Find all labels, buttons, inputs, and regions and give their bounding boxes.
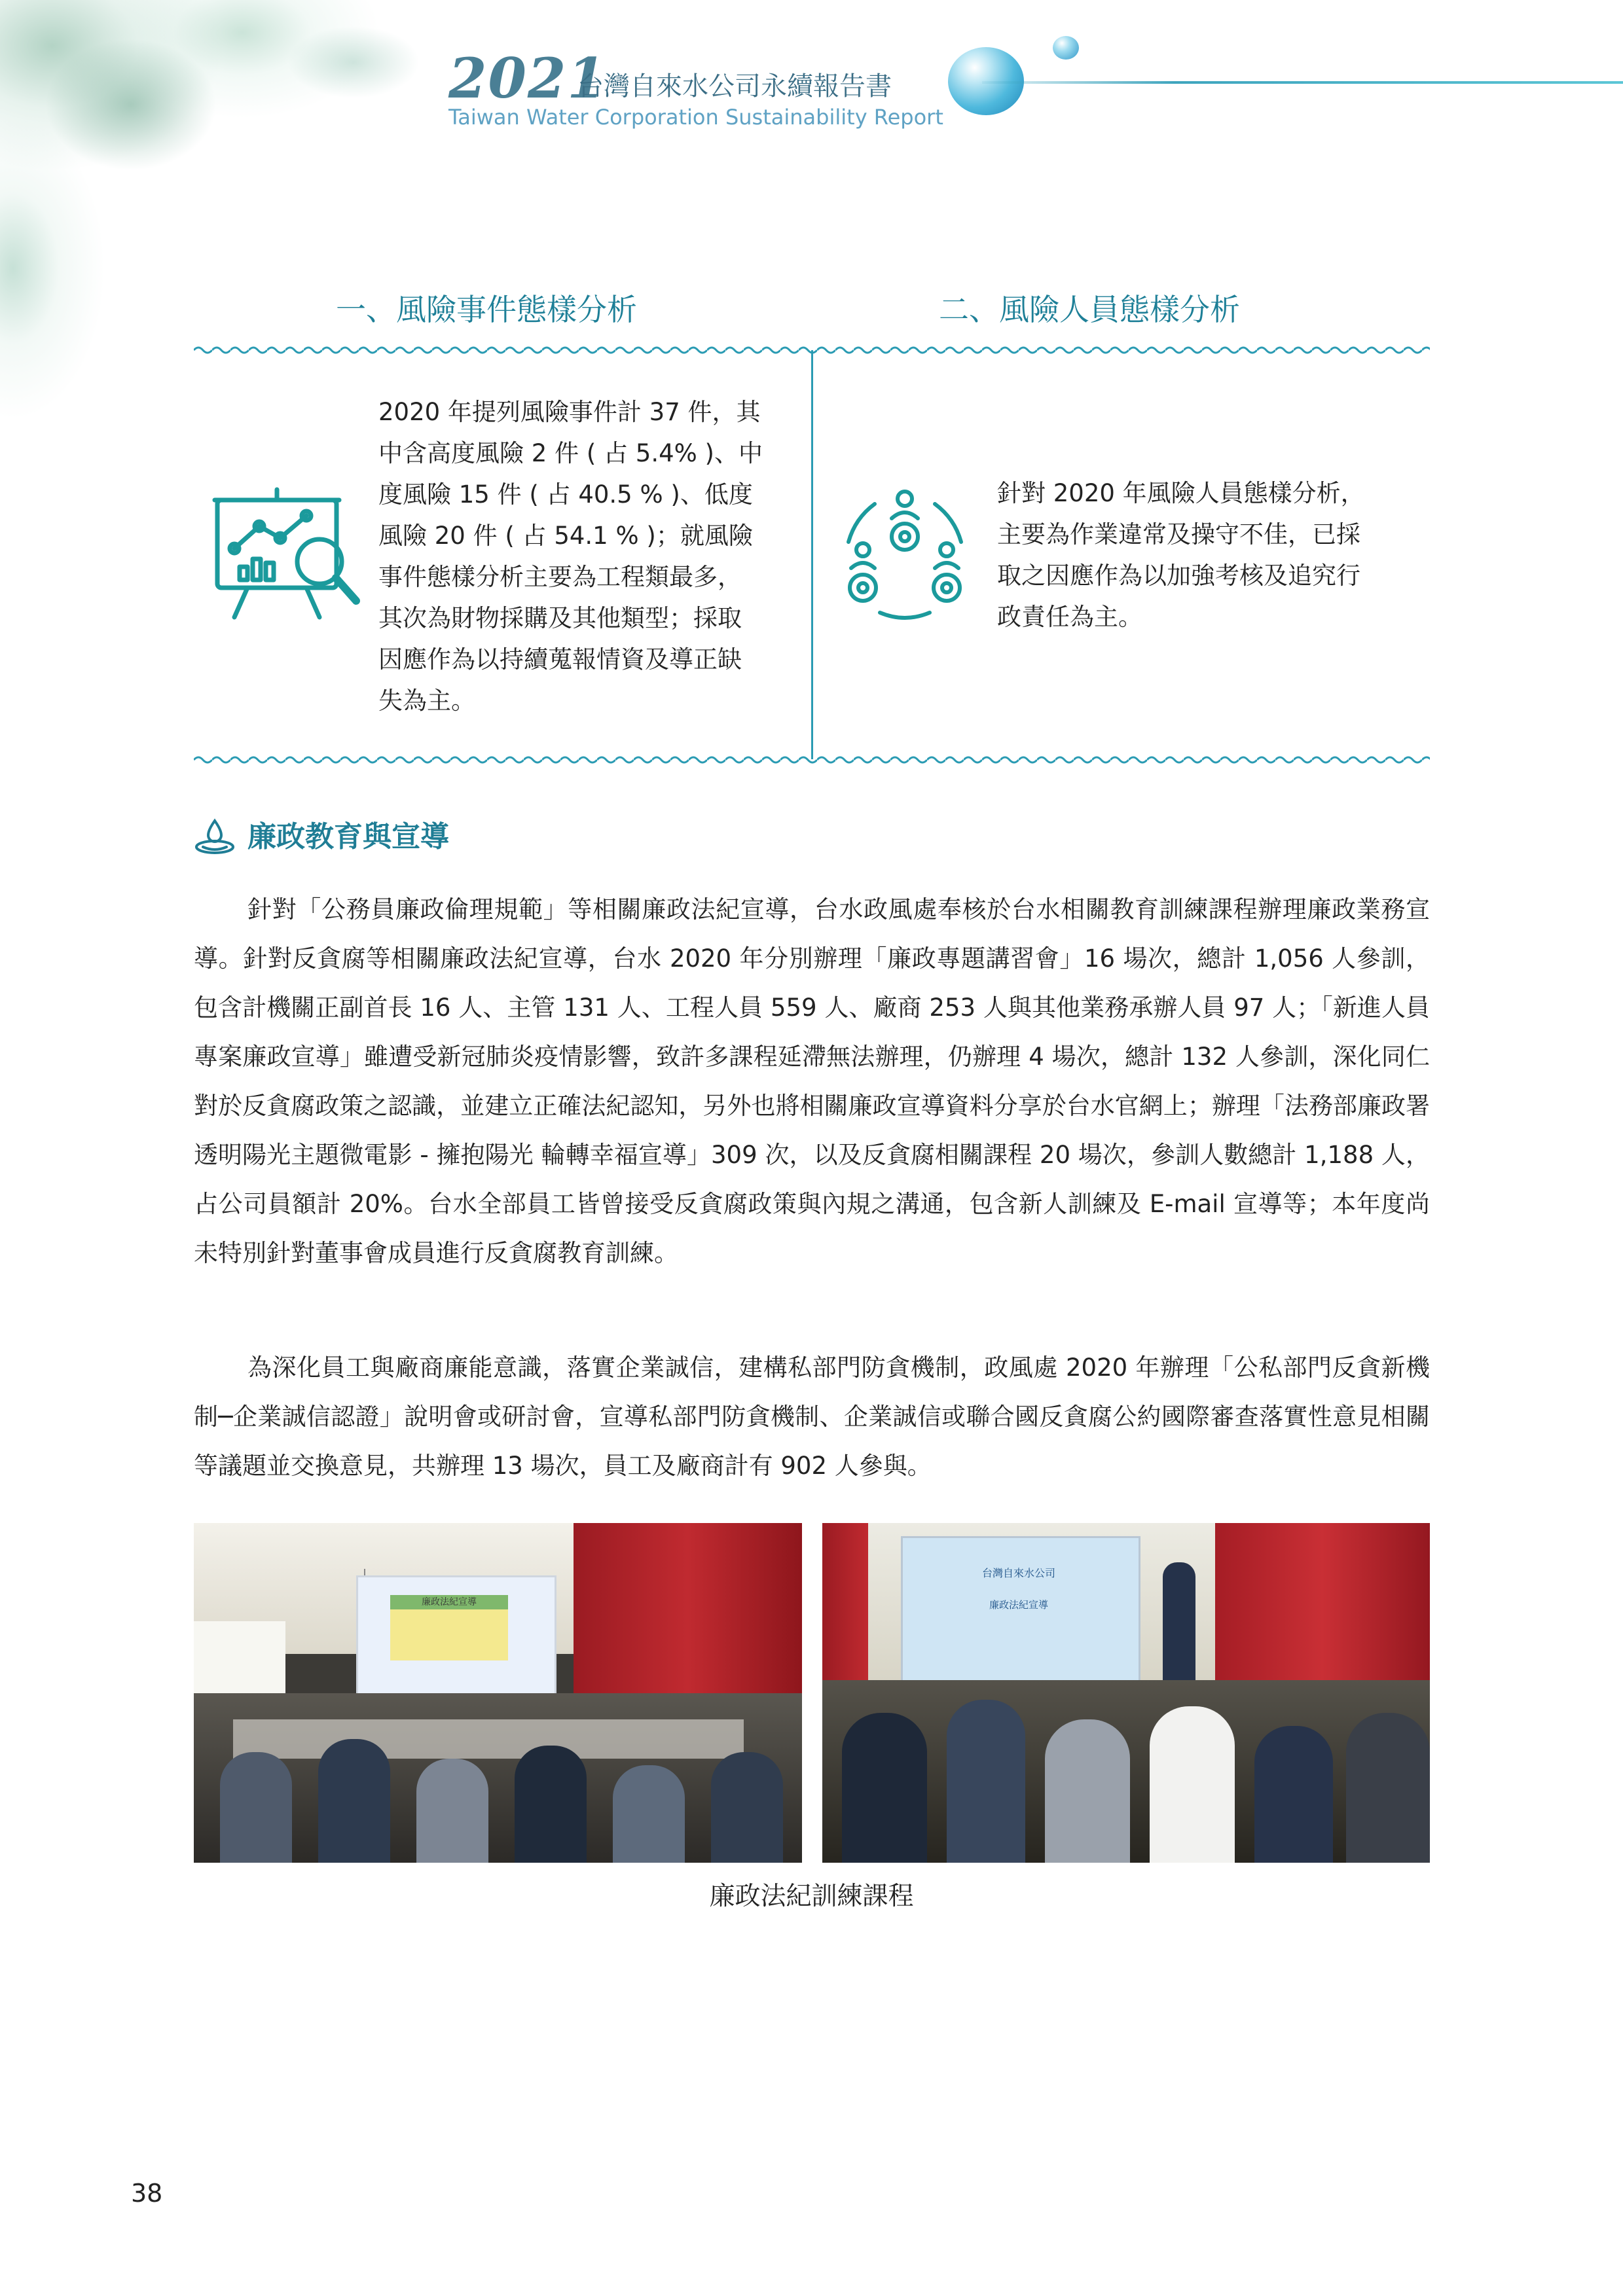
slide-text-right-2: 廉政法紀宣導 — [989, 1599, 1048, 1611]
risk-events-title: 一、風險事件態樣分析 — [336, 292, 637, 327]
training-photo-right — [822, 1523, 1430, 1863]
slide-text-right-1: 台灣自來水公司 — [981, 1567, 1055, 1579]
risk-events-line: 失為主。 — [378, 687, 475, 715]
photo-caption: 廉政法紀訓練課程 — [709, 1882, 914, 1911]
presentation-chart-magnifier-icon — [208, 483, 365, 628]
report-year: 2021 — [448, 46, 607, 111]
water-drop-icon — [194, 818, 236, 856]
risk-personnel-line: 針對 2020 年風險人員態樣分析， — [997, 479, 1365, 507]
risk-personnel-text — [997, 473, 1423, 637]
risk-events-line: 其次為財物採購及其他類型；採取 — [378, 604, 742, 632]
body-paragraph-2: 為深化員工與廠商廉能意識，落實企業誠信，建構私部門防貪機制，政風處 2020 年辦理「公私部門反貪新機制─企業誠信認證」說明會或研討會，宣導私部門防貪機制、企業誠信或聯合國反貪腐公約國際審查落實性意見相關等議題並交換意見，共辦理 13 場次，員工及廠商計有 902 人參與。 — [194, 1354, 1430, 1480]
risk-personnel-line: 主要為作業違常及操守不佳，已採 — [997, 520, 1360, 548]
people-gears-cycle-icon — [837, 484, 973, 623]
risk-events-line: 中含高度風險 2 件 ( 占 5.4% )、中 — [378, 439, 763, 467]
report-subtitle: Taiwan Water Corporation Sustainability Report — [448, 105, 943, 130]
header-line — [982, 81, 1623, 84]
risk-events-text — [378, 391, 790, 721]
page-number: 38 — [131, 2179, 163, 2208]
risk-events-line: 風險 20 件 ( 占 54.1 % )；就風險 — [378, 522, 753, 550]
small-water-bubble-icon — [1053, 36, 1079, 60]
body-paragraph-1: 針對「公務員廉政倫理規範」等相關廉政法紀宣導，台水政風處奉核於台水相關教育訓練課程辦理廉政業務宣導。針對反貪腐等相關廉政法紀宣導，台水 2020 年分別辦理「廉政專題講習會」16 場次，總計 1,056 人參訓，包含計機關正副首長 16 人、主管 131 人、工程人員 559 人、廠商 253 人與其他業務承辦人員 97 人；「新進人員專案廉政宣導」雖遭受新冠肺炎疫情影響，致許多課程延滯無法辦理，仍辦理 4 場次，總計 132 人參訓，深化同仁對於反貪腐政策之認識，並建立正確法紀認知，另外也將相關廉政宣導資料分享於台水官網上；辦理「法務部廉政署透明陽光主題微電影 - 擁抱陽光 輪轉幸福宣導」309 次，以及反貪腐相關課程 20 場次，參訓人數總計 1,188 人，占公司員額計 20%。台水全部員工皆曾接受反貪腐政策與內規之溝通，包含新人訓練及 E-mail 宣導等；本年度尚未特別針對董事會成員進行反貪腐教育訓練。 — [194, 895, 1430, 1267]
risk-personnel-line: 政責任為主。 — [997, 603, 1142, 631]
risk-events-line: 因應作為以持續蒐報情資及導正缺 — [378, 645, 742, 673]
risk-events-line: 2020 年提列風險事件計 37 件，其 — [378, 398, 761, 426]
section-heading: 廉政教育與宣導 — [247, 820, 449, 853]
training-photo-left — [194, 1523, 802, 1863]
risk-events-line: 事件態樣分析主要為工程類最多， — [378, 563, 742, 591]
risk-events-line: 度風險 15 件 ( 占 40.5 % )、低度 — [378, 480, 753, 509]
risk-personnel-line: 取之因應作為以加強考核及追究行 — [997, 562, 1360, 590]
slide-text-left: 廉政法紀宣導 — [390, 1595, 508, 1609]
report-title: 台灣自來水公司永續報告書 — [577, 71, 892, 101]
vertical-divider — [811, 350, 813, 759]
risk-personnel-title: 二、風險人員態樣分析 — [939, 292, 1240, 327]
